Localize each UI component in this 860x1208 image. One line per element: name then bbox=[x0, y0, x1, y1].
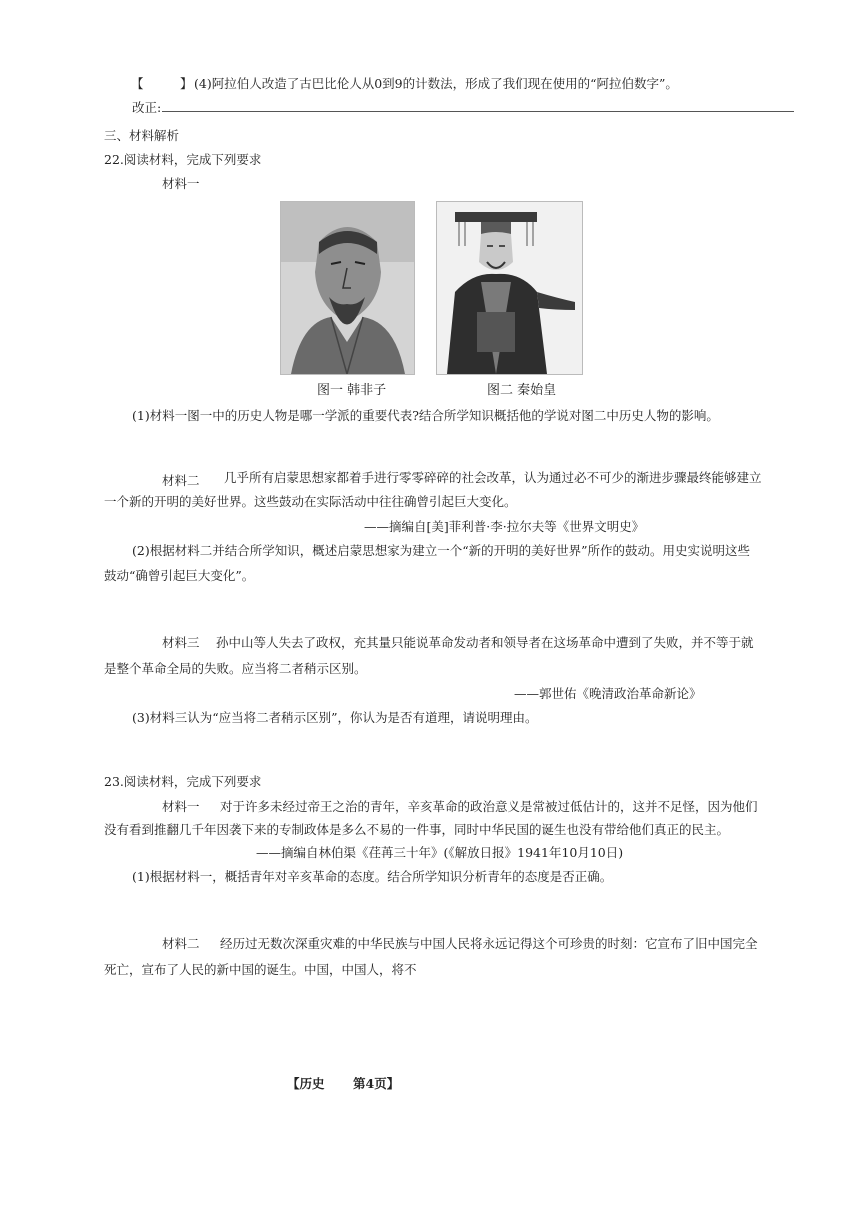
q22-material1-label: 材料一 bbox=[162, 176, 200, 191]
correction-answer-line[interactable] bbox=[162, 111, 794, 112]
correction-label: 改正: bbox=[132, 100, 162, 115]
q23-material2-line2: 死亡，宣布了人民的新中国的诞生。中国，中国人，将不 bbox=[104, 962, 417, 977]
q23-question1: (1)根据材料一，概括青年对辛亥革命的态度。结合所学知识分析青年的态度是否正确。 bbox=[132, 869, 613, 884]
q22-material3-label: 材料三 bbox=[162, 635, 200, 650]
q22-question1: (1)材料一图一中的历史人物是哪一学派的重要代表?结合所学知识概括他的学说对图二中历史人物的影响。 bbox=[132, 408, 719, 423]
qinshihuang-portrait bbox=[436, 201, 583, 375]
q23-material1-line2: 没有看到推翻几千年因袭下来的专制政体是多么不易的一件事，同时中华民国的诞生也没有带给他们真正的民主。 bbox=[104, 822, 730, 837]
q23-material1-line1: 对于许多未经过帝王之治的青年，辛亥革命的政治意义是常被过低估计的，这并不足怪，因为他们 bbox=[220, 799, 758, 814]
figure2-caption: 图二 秦始皇 bbox=[487, 383, 557, 398]
q23-material1-label: 材料一 bbox=[162, 799, 200, 814]
q22-material3-line1: 孙中山等人失去了政权，充其量只能说革命发动者和领导者在这场革命中遭到了失败，并不等于就 bbox=[216, 635, 754, 650]
footer-page-number: 第4页】 bbox=[353, 1076, 400, 1091]
q22-question3: (3)材料三认为“应当将二者稍示区别”，你认为是否有道理，请说明理由。 bbox=[132, 710, 538, 725]
q22-material2-source: ——摘编自[美]菲利普·李·拉尔夫等《世界文明史》 bbox=[364, 519, 645, 534]
answer-bracket-close: 】 bbox=[180, 76, 193, 91]
q23-heading: 23.阅读材料，完成下列要求 bbox=[104, 774, 262, 789]
q22-material2-text: 几乎所有启蒙思想家都着手进行零零碎碎的社会改革，认为通过必不可少的渐进步骤最终能够建立一个新的开明的美好世界。这些鼓动在实际活动中往往确曾引起巨大变化。 bbox=[104, 470, 762, 509]
q22-question2-line1: (2)根据材料二并结合所学知识，概述启蒙思想家为建立一个“新的开明的美好世界”所作的鼓动。用史实说明这些 bbox=[132, 543, 750, 558]
q22-heading: 22.阅读材料，完成下列要求 bbox=[104, 152, 262, 167]
q22-material3-line2: 是整个革命全局的失败。应当将二者稍示区别。 bbox=[104, 661, 367, 676]
q22-material2-label: 材料二 bbox=[162, 473, 200, 488]
hanfeizi-portrait bbox=[280, 201, 415, 375]
q23-material2-label: 材料二 bbox=[162, 936, 200, 951]
answer-bracket-open: 【 bbox=[131, 76, 144, 91]
section-title: 三、材料解析 bbox=[104, 128, 180, 143]
q22-question2-line2: 鼓动“确曾引起巨大变化”。 bbox=[104, 568, 255, 583]
footer-subject: 【历史 bbox=[287, 1076, 325, 1091]
figure1-caption: 图一 韩非子 bbox=[317, 383, 387, 398]
q22-material3-source: ——郭世佑《晚清政治革命新论》 bbox=[514, 686, 702, 701]
q21-item4-text: (4)阿拉伯人改造了古巴比伦人从0到9的计数法，形成了我们现在使用的“阿拉伯数字”。 bbox=[194, 76, 678, 91]
q23-material1-source: ——摘编自林伯渠《荏苒三十年》(《解放日报》1941年10月10日) bbox=[256, 845, 624, 860]
q23-material2-line1: 经历过无数次深重灾难的中华民族与中国人民将永远记得这个可珍贵的时刻：它宣布了旧中国完全 bbox=[220, 936, 758, 951]
